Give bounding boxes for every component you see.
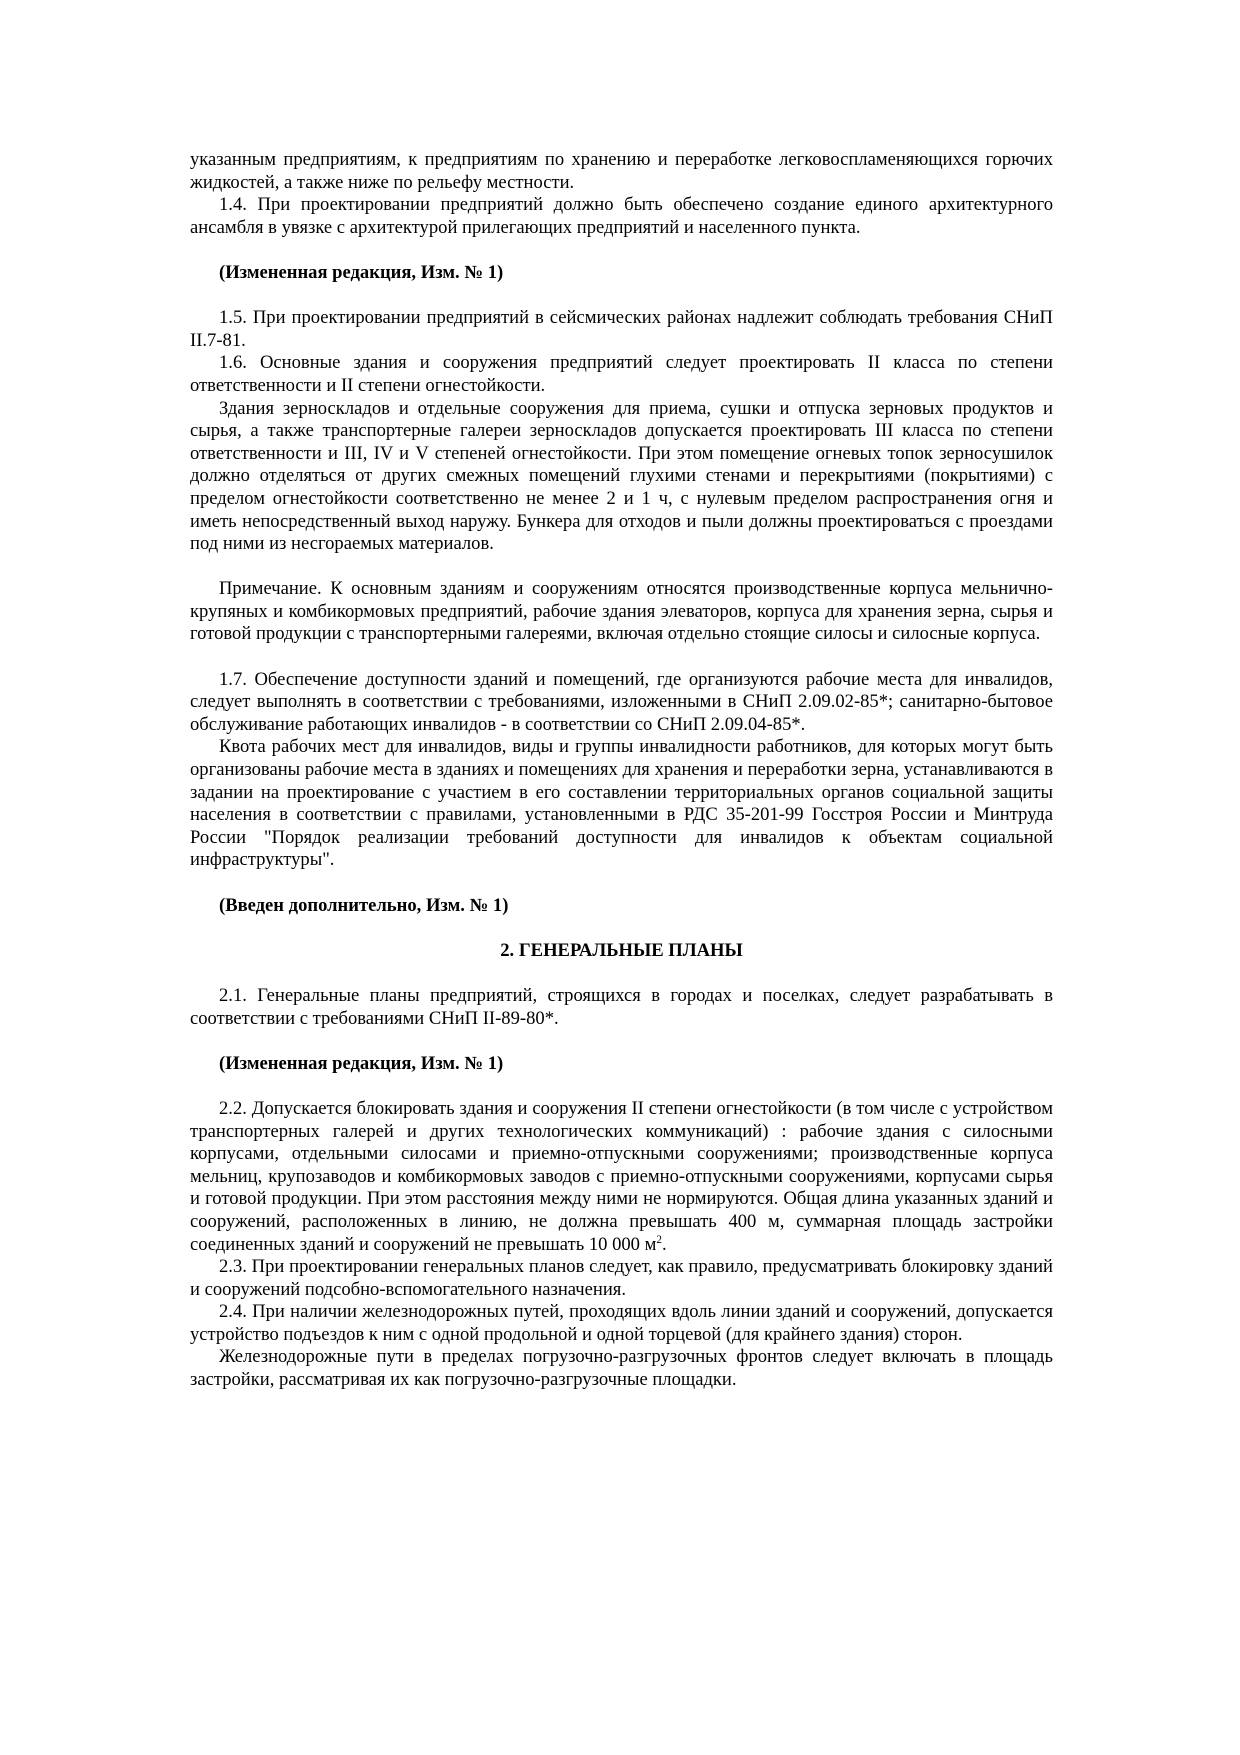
paragraph-2-4-continued: Железнодорожные пути в пределах погрузочно-разгрузочных фронтов следует включать в площадь застройки, рассматривая их как погрузочно-разгрузочные площадки. bbox=[190, 1346, 1053, 1391]
paragraph-1-5: 1.5. При проектировании предприятий в сейсмических районах надлежит соблюдать требования СНиП II.7-81. bbox=[190, 307, 1053, 351]
paragraph-2-3: 2.3. При проектировании генеральных планов следует, как правило, предусматривать блокировку зданий и сооружений подсобно-вспомогательного назначения. bbox=[190, 1256, 1053, 1300]
superscript: 2 bbox=[656, 1233, 662, 1246]
spacer bbox=[190, 962, 1053, 985]
paragraph-2-2 bbox=[190, 1098, 1053, 1256]
paragraph-1-4: 1.4. При проектировании предприятий должно быть обеспечено создание единого архитектурного ансамбля в увязке с архитектурой прилегающих предприятий и населенного пункта. bbox=[190, 194, 1053, 238]
paragraph-continuation: указанным предприятиям, к предприятиям по хранению и переработке легковоспламеняющихся горючих жидкостей, а также ниже по рельефу местности. bbox=[190, 149, 1053, 193]
spacer bbox=[190, 1030, 1053, 1053]
spacer bbox=[190, 285, 1053, 308]
spacer bbox=[190, 872, 1053, 895]
spacer bbox=[190, 556, 1053, 579]
paragraph-note: Примечание. К основным зданиям и сооружениям относятся производственные корпуса мельнично-крупяных и комбикормовых предприятий, рабочие здания элеваторов, корпуса для хранения зерна, сырья и готовой продукции с транспортерными галереями, включая отдельно стоящие силосы и силосные корпуса. bbox=[190, 578, 1053, 645]
spacer bbox=[190, 239, 1053, 262]
section-title: 2. ГЕНЕРАЛЬНЫЕ ПЛАНЫ bbox=[500, 939, 743, 961]
spacer bbox=[190, 1075, 1053, 1098]
document-body bbox=[190, 149, 1053, 1392]
paragraph-2-1: 2.1. Генеральные планы предприятий, строящихся в городах и поселках, следует разрабатывать в соответствии с требованиями СНиП II-89-80*. bbox=[190, 984, 1053, 1029]
amendment-note: (Измененная редакция, Изм. № 1) bbox=[219, 1052, 504, 1074]
amendment-note-added: (Введен дополнительно, Изм. № 1) bbox=[219, 894, 509, 916]
paragraph-1-7: 1.7. Обеспечение доступности зданий и помещений, где организуются рабочие места для инвалидов, следует выполнять в соответствии с требованиями, изложенными в СНиП 2.09.02-85*; санитарно-бытовое обслуживание работающих инвалидов - в соответствии со СНиП 2.09.04-85*. bbox=[190, 668, 1053, 735]
paragraph-2-2-end: . bbox=[661, 1233, 667, 1255]
paragraph-1-6-continued: Здания зерноскладов и отдельные сооружения для приема, сушки и отпуска зерновых продуктов и сырья, а также транспортерные галереи зерноскладов допускается проектировать III класса по степени ответственности и III, IV и V степеней огнестойкости. При этом помещение огневых топок зерносушилок должно отделяться от других смежных помещений глухими стенами и перекрытиями (покрытиями) с пределом огнестойкости соответственно не менее 2 и 1 ч, с нулевым пределом распространения огня и иметь непосредственный выход наружу. Бункера для отходов и пыли должны проектироваться с проездами под ними из несгораемых материалов. bbox=[190, 397, 1053, 555]
spacer bbox=[190, 646, 1053, 669]
amendment-note: (Измененная редакция, Изм. № 1) bbox=[219, 261, 504, 283]
paragraph-2-2-text: 2.2. Допускается блокировать здания и сооружения II степени огнестойкости (в том числе с устройством транспортерных галерей и других технологических коммуникаций) : рабочие здания с силосными корпусами, отдельными силосами и приемно-отпускными сооружениями; производственные корпуса мельниц, крупозаводов и комбикормовых заводов с приемно-отпускными сооружениями, корпусами сырья и готовой продукции. При этом расстояния между ними не нормируются. Общая длина указанных зданий и сооружений, расположенных в линию, не должна превышать 400 м, суммарная площадь застройки соединенных зданий и сооружений не превышать 10 000 м bbox=[190, 1097, 1053, 1255]
paragraph-2-4: 2.4. При наличии железнодорожных путей, проходящих вдоль линии зданий и сооружений, допускается устройство подъездов к ним с одной продольной и одной торцевой (для крайнего здания) сторон. bbox=[190, 1301, 1053, 1345]
spacer bbox=[190, 917, 1053, 940]
paragraph-1-6: 1.6. Основные здания и сооружения предприятий следует проектировать II класса по степени ответственности и II степени огнестойкости. bbox=[190, 352, 1053, 396]
paragraph-1-7-continued: Квота рабочих мест для инвалидов, виды и группы инвалидности работников, для которых могут быть организованы рабочие места в зданиях и помещениях для хранения и переработки зерна, устанавливаются в задании на проектирование с участием в его составлении территориальных органов социальной защиты населения в соответствии с правилами, установленными в РДС 35-201-99 Госстроя России и Минтруда России "Порядок реализации требований доступности для инвалидов к объектам социальной инфраструктуры". bbox=[190, 736, 1053, 871]
